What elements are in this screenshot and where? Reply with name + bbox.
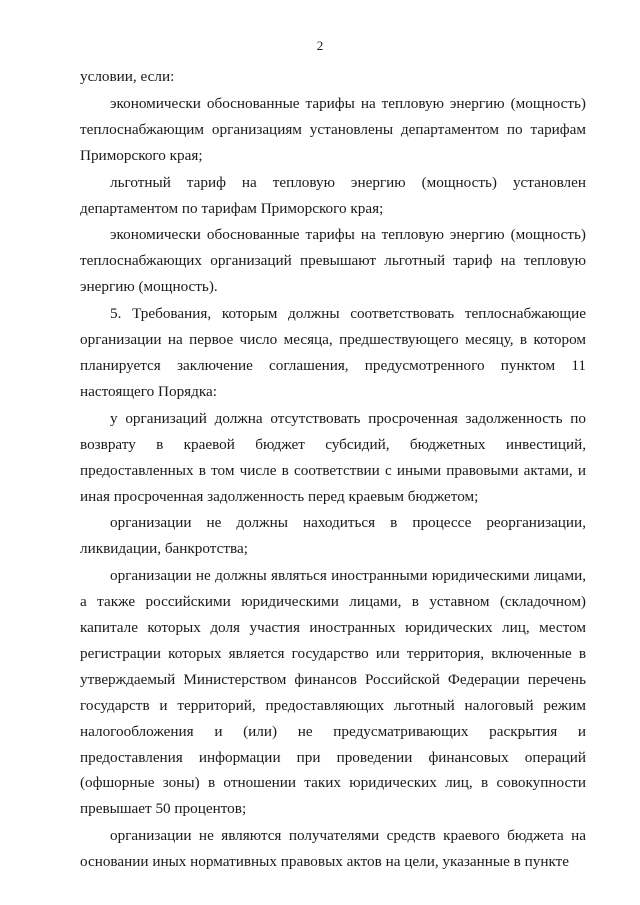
- paragraph-no-reorganization: организации не должны находиться в процессе реорганизации, ликвидации, банкротства;: [80, 514, 586, 558]
- paragraph-section-5-requirements: 5. Требования, которым должны соответствовать теплоснабжающие организации на первое число месяца, предшествующего месяцу, в котором планируется заключение соглашения, предусмотренного пунктом 11 настоящего Порядка:: [80, 305, 586, 400]
- paragraph-condition-tariffs-exceed: экономически обоснованные тарифы на тепловую энергию (мощность) теплоснабжающих организаций превышают льготный тариф на тепловую энергию (мощность).: [80, 226, 586, 296]
- paragraph-no-overdue-debt: у организаций должна отсутствовать просроченная задолженность по возврату в краевой бюджет субсидий, бюджетных инвестиций, предоставленных в том числе в соответствии с иными правовыми актами, и иная просроченная задолженность перед краевым бюджетом;: [80, 409, 586, 505]
- paragraph-condition-tariffs-established: экономически обоснованные тарифы на тепловую энергию (мощность) теплоснабжающим организациям установлены департаментом по тарифам Приморского края;: [80, 94, 586, 164]
- paragraph-not-recipients: организации не являются получателями средств краевого бюджета на основании иных нормативных правовых актов на цели, указанные в пункте: [80, 827, 586, 871]
- paragraph-condition-preferential-tariff: льготный тариф на тепловую энергию (мощность) установлен департаментом по тарифам Приморского края;: [80, 173, 586, 217]
- paragraph-not-foreign-entities: организации не должны являться иностранными юридическими лицами, а также российскими юридическими лицами, в уставном (складочном) капитале которых доля участия иностранных юридических лиц, местом регистрации которых является государство или территория, включенные в утверждаемый Министерством финансов Российской Федерации перечень государств и территорий, предоставляющих льготный налоговый режим налогообложения и (или) не предусматривающих раскрытия и предоставления информации при проведении финансовых операций (офшорные зоны) в отношении таких юридических лиц, в совокупности превышает 50 процентов;: [80, 567, 586, 818]
- paragraph-continuation: условии, если:: [80, 68, 175, 85]
- page-number: 2: [316, 38, 324, 53]
- document-body: [80, 64, 586, 875]
